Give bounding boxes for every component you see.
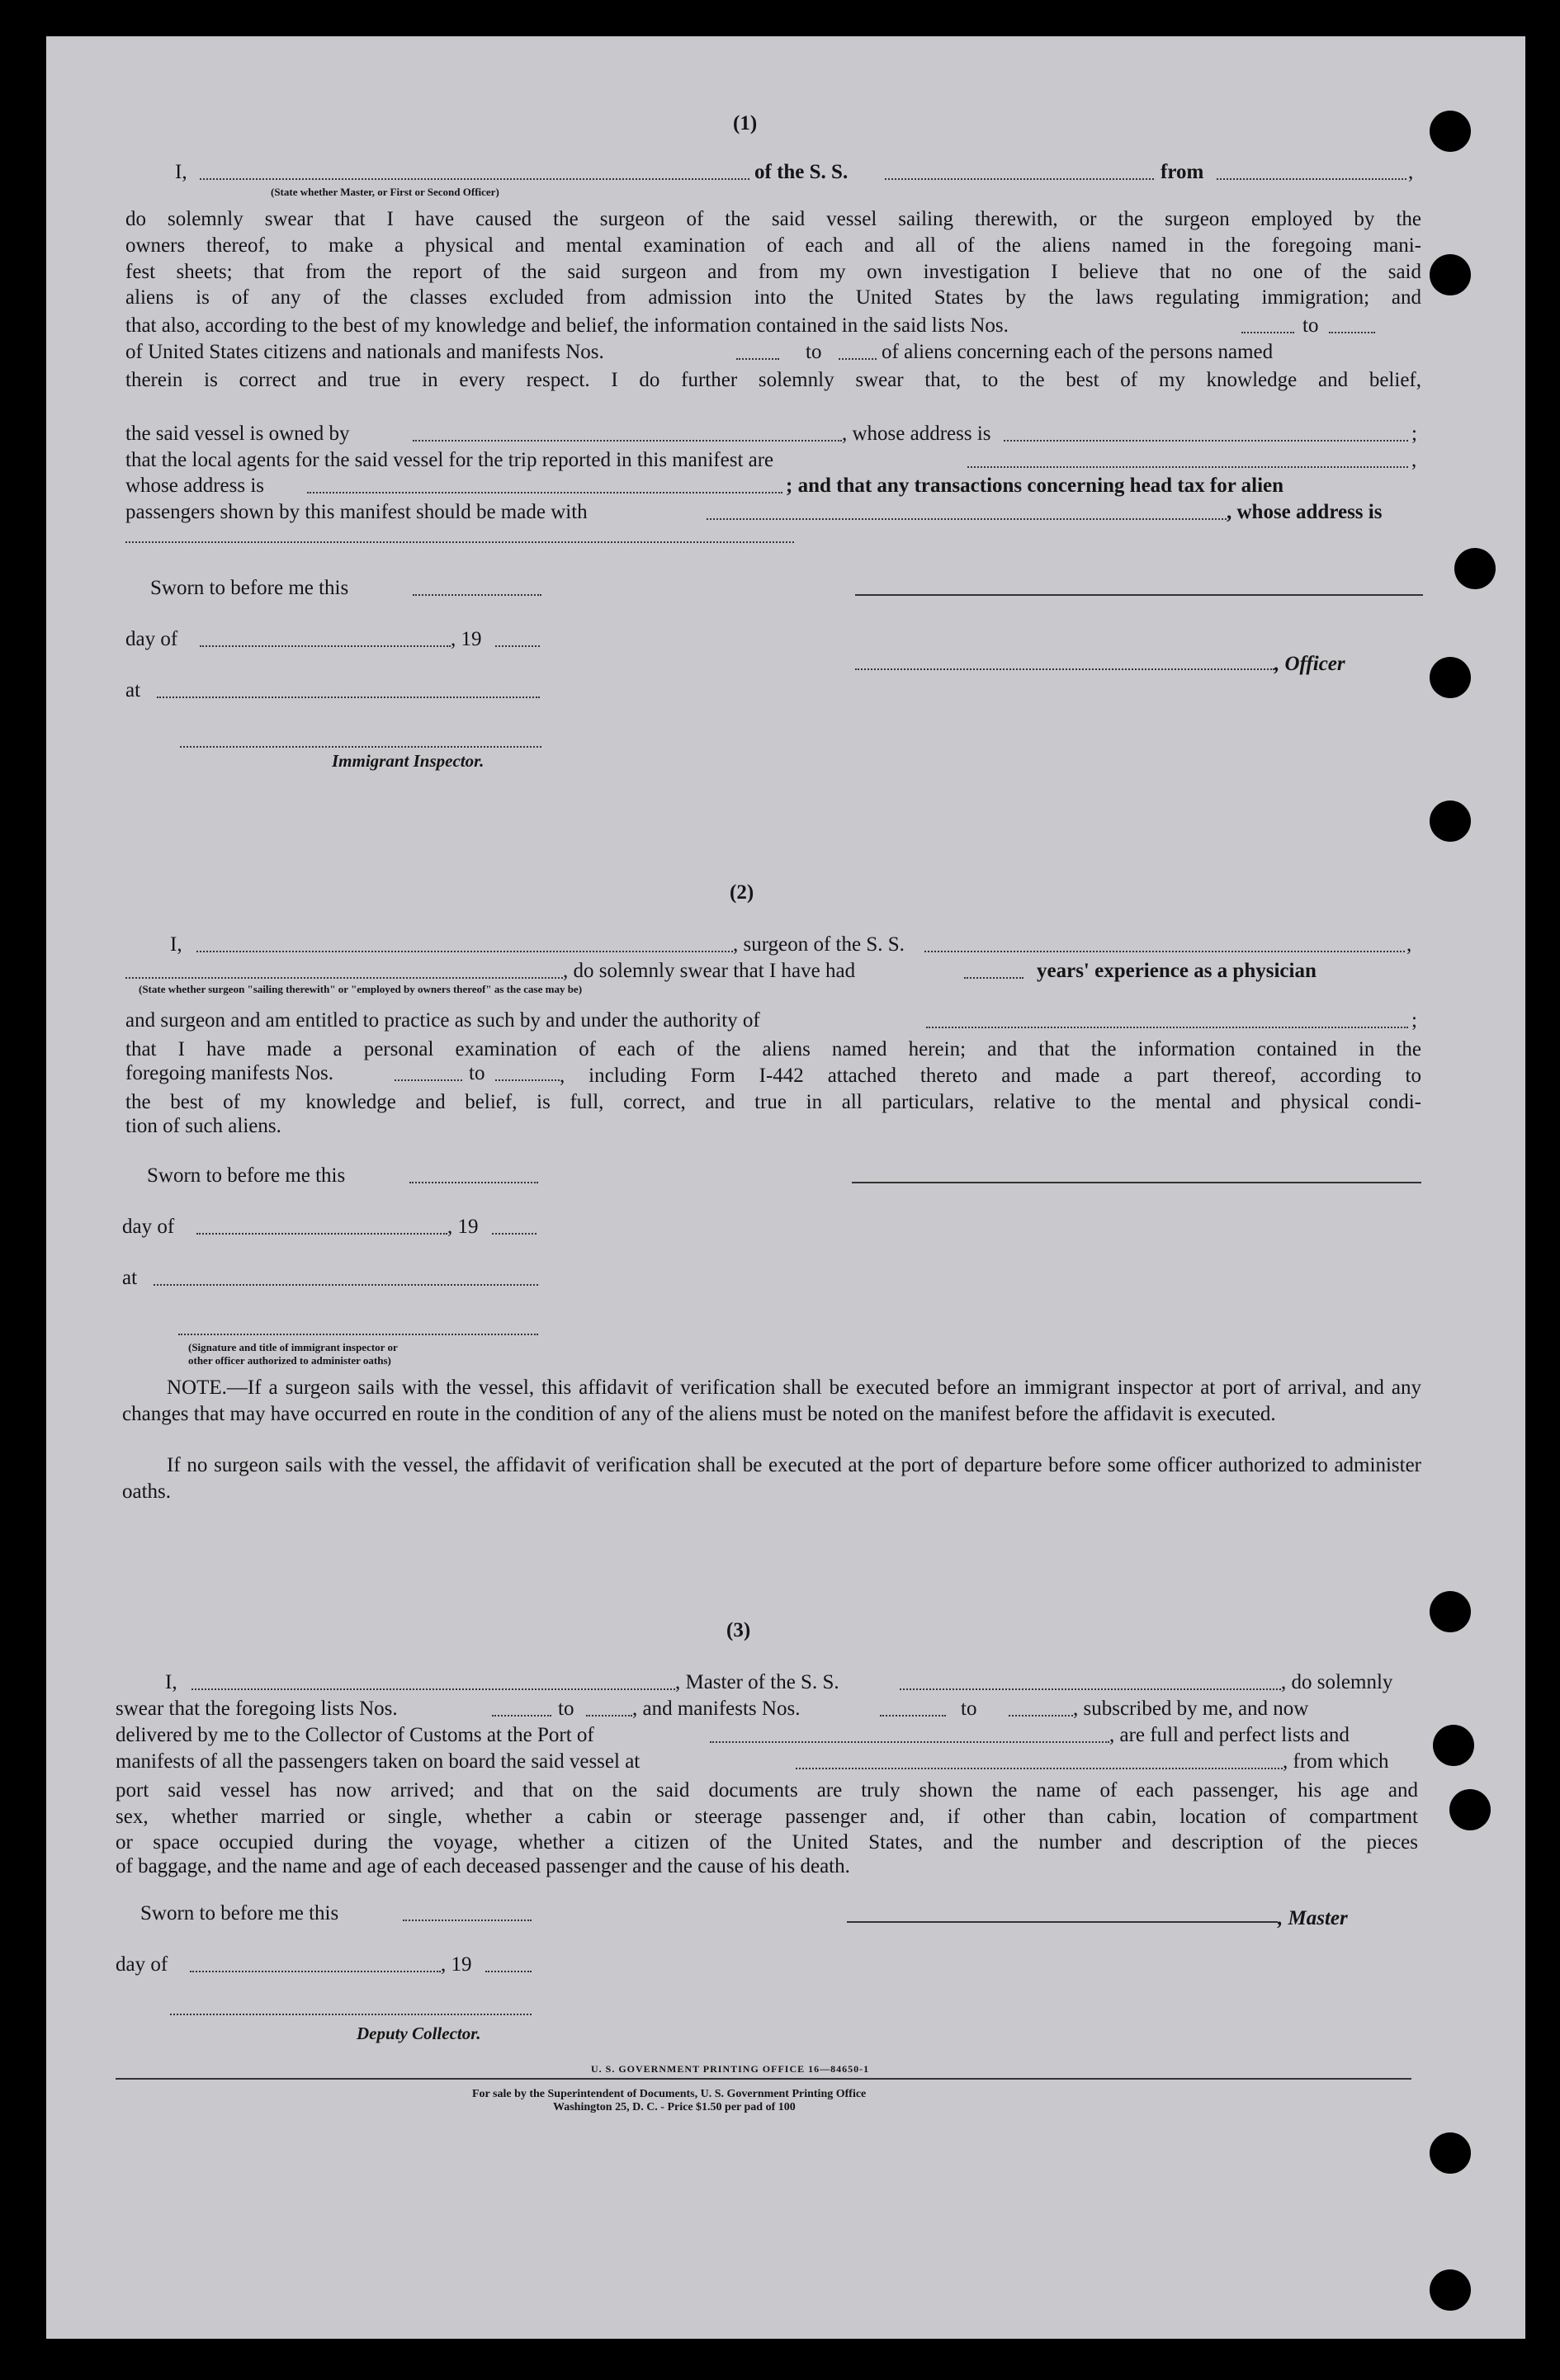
authority-field[interactable] (926, 1027, 1408, 1028)
sworn-at-field[interactable] (157, 697, 540, 698)
punch-hole (1430, 657, 1471, 698)
manifests-to-field[interactable] (839, 358, 877, 360)
master-manifests-to-field[interactable] (1009, 1715, 1073, 1717)
sworn-year-field[interactable] (492, 1233, 537, 1235)
punch-hole (1430, 111, 1471, 152)
sworn-day-field[interactable] (403, 1920, 532, 1921)
sworn-day-field[interactable] (413, 594, 541, 596)
surgeon-vessel-field[interactable] (924, 951, 1405, 952)
sworn-year-field[interactable] (495, 645, 540, 647)
lists-from-field[interactable] (1241, 332, 1294, 333)
deputy-signature-field[interactable] (170, 2014, 532, 2015)
owner-field[interactable] (413, 440, 842, 442)
sworn-year-field[interactable] (485, 1971, 532, 1972)
owner-address-field[interactable] (1004, 440, 1408, 442)
punch-hole (1430, 2269, 1471, 2311)
section-number: (1) (733, 112, 758, 135)
section1-line: aliens is of any of the classes excluded from admission into the United States by the laws regulating immigration; and (125, 286, 1421, 309)
section1-line: do solemnly swear that I have caused the surgeon of the said vessel sailing therewith, or the surgeon employed by the (125, 208, 1421, 230)
sale-notice: Washington 25, D. C. - Price $1.50 per pad of 100 (553, 2101, 796, 2113)
gpo-imprint: U. S. GOVERNMENT PRINTING OFFICE 16—84650-1 (591, 2063, 870, 2075)
note-paragraph: NOTE.—If a surgeon sails with the vessel, this affidavit of verification shall be executed before an immigrant inspector at port of arrival, and any changes that may have occurred en route in the condition of any of the aliens must be noted on the manifest before the affidavit is executed. (122, 1377, 1421, 1425)
officer-signature-field[interactable] (178, 1334, 538, 1335)
punch-hole (1430, 254, 1471, 295)
punch-hole (1433, 1725, 1474, 1766)
vessel-name-field[interactable] (885, 178, 1154, 180)
punch-hole (1430, 2132, 1471, 2174)
sale-notice: For sale by the Superintendent of Documents, U. S. Government Printing Office (472, 2088, 867, 2100)
officer-name-field[interactable] (200, 178, 749, 180)
master-lists-to-field[interactable] (586, 1715, 632, 1717)
sworn-month-field[interactable] (196, 1233, 447, 1235)
i-label: I, (175, 161, 187, 183)
of-ss-label: of the S. S. (754, 161, 849, 183)
agents-address-field[interactable] (307, 492, 782, 493)
manifests-from-field[interactable] (736, 358, 779, 360)
agents-field[interactable] (967, 466, 1408, 468)
section1-line: of United States citizens and nationals and manifests Nos. (125, 341, 604, 363)
master-manifests-from-field[interactable] (880, 1715, 946, 1717)
punch-hole (1430, 1591, 1471, 1632)
surgeon-type-field[interactable] (125, 977, 563, 979)
from-label: from (1161, 161, 1204, 183)
surgeon-name-field[interactable] (196, 951, 733, 952)
lists-to-field[interactable] (1329, 332, 1375, 333)
boarding-port-field[interactable] (796, 1768, 1283, 1769)
years-experience-field[interactable] (964, 977, 1023, 979)
officer-note: (State whether Master, or First or Second Officer) (271, 186, 499, 198)
punch-hole (1449, 1789, 1491, 1830)
section-number: (3) (726, 1619, 751, 1641)
section-number: (2) (730, 881, 754, 904)
from-port-field[interactable] (1217, 178, 1406, 180)
footer-rule (116, 2078, 1411, 2080)
punch-hole (1454, 548, 1496, 589)
inspector-signature-field[interactable] (180, 746, 541, 748)
collector-port-field[interactable] (710, 1741, 1109, 1743)
master-signature-line[interactable] (847, 1921, 1278, 1923)
officer-signature-field[interactable] (855, 668, 1274, 670)
surgeon-manifests-to-field[interactable] (495, 1079, 560, 1081)
surgeon-signature-line[interactable] (852, 1182, 1421, 1183)
section1-line: fest sheets; that from the report of the said surgeon and from my own investigation I believe that no one of the said (125, 261, 1421, 283)
master-vessel-field[interactable] (900, 1688, 1281, 1690)
head-tax-contact-field[interactable] (707, 518, 1227, 520)
section1-line: owners thereof, to make a physical and mental examination of each and all of the aliens named in the foregoing mani- (125, 234, 1421, 257)
sworn-month-field[interactable] (200, 645, 451, 647)
head-tax-address-field[interactable] (125, 541, 794, 543)
signature-line[interactable] (855, 594, 1423, 596)
sworn-day-field[interactable] (409, 1182, 538, 1183)
master-name-field[interactable] (191, 1688, 675, 1690)
sworn-month-field[interactable] (190, 1971, 441, 1972)
section1-line: that also, according to the best of my knowledge and belief, the information contained in the said lists Nos. (125, 314, 1009, 337)
punch-hole (1430, 800, 1471, 842)
manifest-form-page: (1) I, of the S. S. from , (State whether Master, or First or Second Officer) do solemnly swear that I have caused the surgeon of the said vessel sailing therewith, or the surgeon employed by the owners thereof, to make a physical and mental examination of each and all of the aliens named in the foregoing mani- fest sheets; that from the report of the said surgeon and from my own investigation I believe that no one of the said aliens is of any of the classes excluded from admission into the United States by the laws regulating immigration; and that also, according to the best of my knowledge and belief, the information contained in the said lists Nos. to of United States citizens and nationals and manifests Nos. to of aliens concerning each of the persons named therein is correct and true in every respect. I do further solemnly swear that, to the best of my knowledge and belief, the said vessel is owned by , whose address is ; that the local agents for the said vessel for the trip reported in this manifest are , whose address is ; and that any transactions concerning head tax for alien passengers shown by this manifest should be made with , whose address is Sworn to before me this day of , 19 , Officer at Immigrant Inspector. (2) I, , surgeon of the S. S. , , do solemnly swear that I have had years' experience as a physician (State whether surgeon "sailing therewith" or "employed by owners thereof" as the case may be) and surgeon and am entitled to practice as such by and under the authority of ; that I have made a personal examination of each of the aliens named herein; and that the information contained in the foregoing manifests Nos. to , including Form I-442 attached thereto and made a part thereof, according to the best of my knowledge and belief, is full, correct, and true in all particulars, relative to the mental and physical condi- tion of such aliens. Sworn to before me this day of , 19 at (Signature and title of immigrant inspector or other officer authorized to administer oaths) NOTE.—If a surgeon sails with the vessel, this affidavit of verification shall be executed before an immigrant inspector at port of arrival, and any changes that may have occurred en route in the condition of any of the aliens must be noted on the manifest before the affidavit is executed. If no surgeon sails with the vessel, the affidavit of verification shall be executed at the port of departure before some officer authorized to administer oaths. (3) I, , Master of the S. S. , do solemnly swear that the foregoing lists Nos. to , and manifests Nos. to , subscribed by me, and now delivered by me to the Collector of Customs at the Port of , are full and perfect lists and manifests of all the passengers taken on board the said vessel at , from which port said vessel has now arrived; and that on the said documents are truly shown the name of each passenger, his age and sex, whether married or single, whether a cabin or steerage passenger and, if other than cabin, location of compartment or space occupied during the voyage, whether a citizen of the United States, and the number and description of the pieces of baggage, and the name and age of each deceased passenger and the cause of his death. Sworn to before me this , Master day of , 19 Deputy Collector. U. S. GOVERNMENT PRINTING OFFICE 16—84650-1 For sale by the Superintendent of Documents, U. S. Government Printing Office Washington 25, D. C. - Price $1.50 per pad of 100 (46, 36, 1525, 2339)
sworn-at-field[interactable] (154, 1284, 538, 1286)
note-paragraph: If no surgeon sails with the vessel, the affidavit of verification shall be executed at the port of departure before some officer authorized to administer oaths. (122, 1454, 1421, 1503)
surgeon-manifests-from-field[interactable] (395, 1079, 462, 1081)
section1-line: therein is correct and true in every respect. I do further solemnly swear that, to the best of my knowledge and belief, (125, 369, 1421, 391)
master-lists-from-field[interactable] (492, 1715, 551, 1717)
